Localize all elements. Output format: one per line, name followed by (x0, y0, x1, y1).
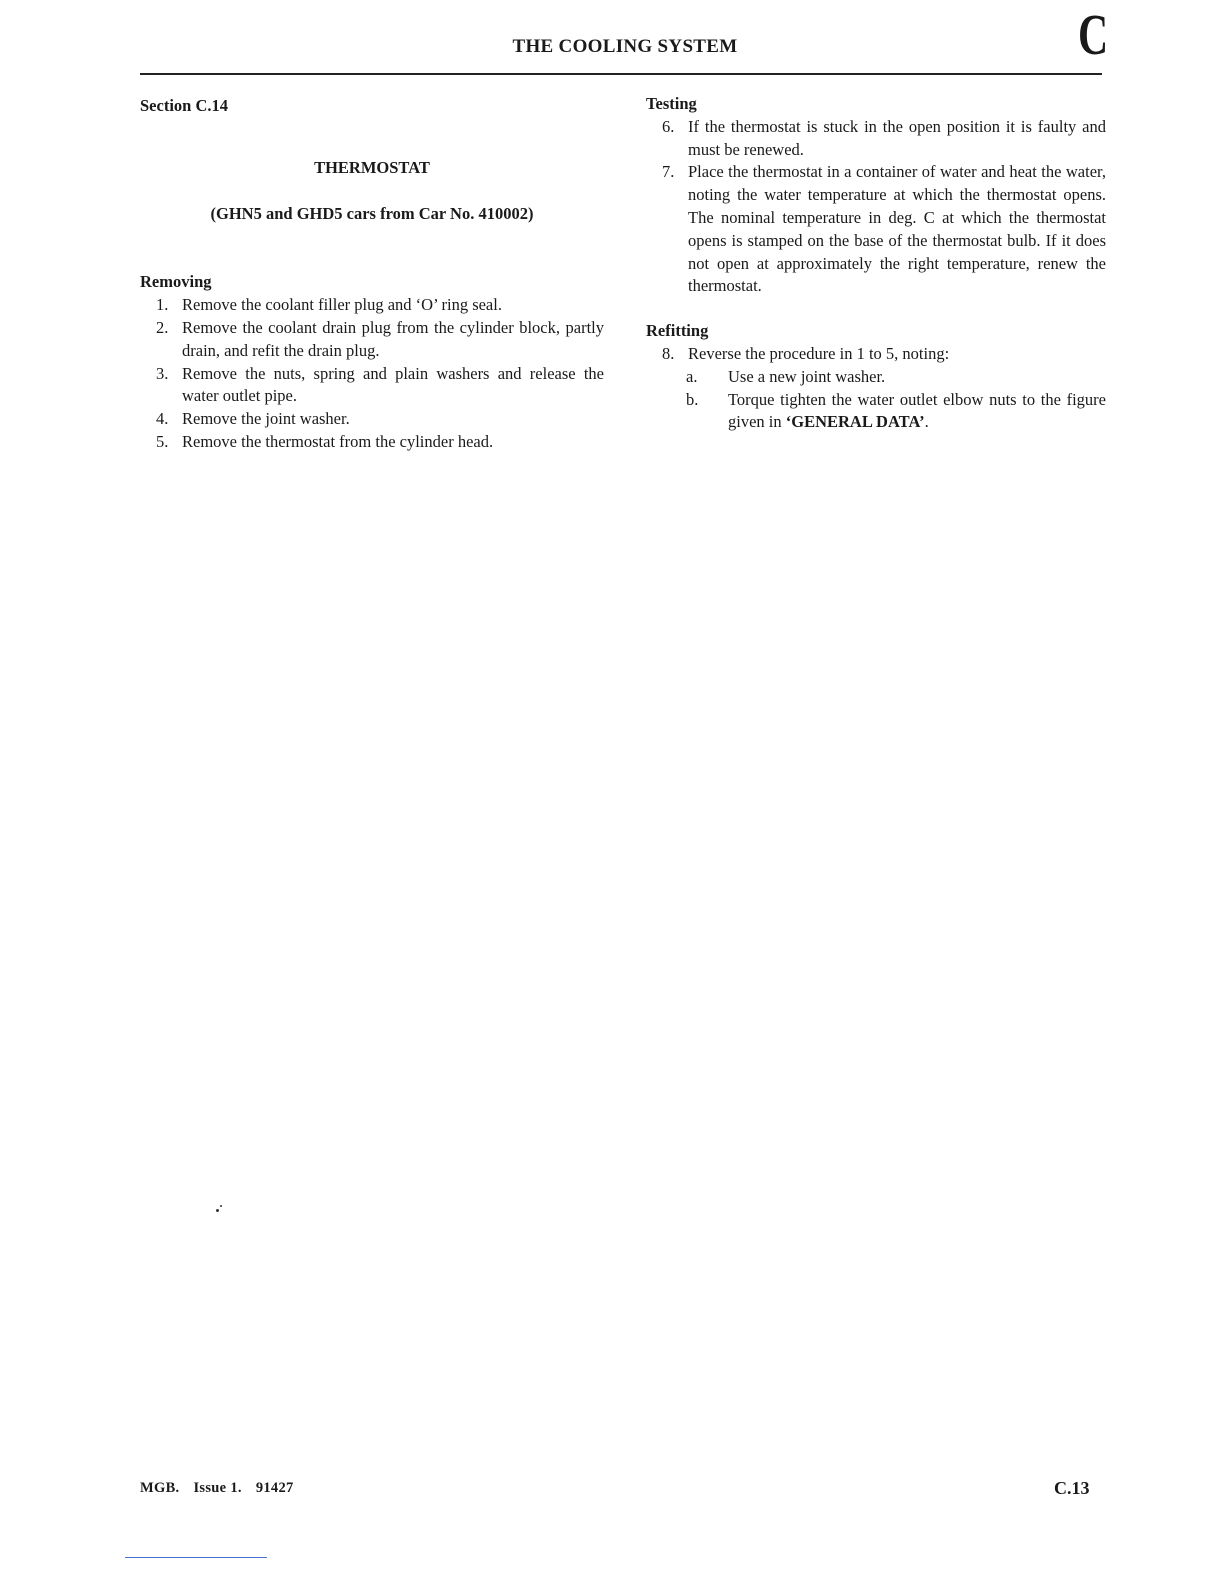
step-text: Reverse the procedure in 1 to 5, noting: (688, 343, 950, 363)
testing-title: Testing (646, 94, 697, 113)
list-item (646, 161, 1106, 298)
step-number: 6. (662, 116, 675, 136)
footer-line (125, 1557, 267, 1558)
footer-model: MGB. (140, 1480, 180, 1496)
testing-steps (646, 116, 1106, 298)
step-text: Remove the coolant filler plug and ‘O’ ring seal. (182, 295, 502, 315)
step-number: 8. (662, 343, 675, 363)
scan-speck (216, 1209, 219, 1212)
page-footer-left (140, 1480, 294, 1497)
footer-issue: Issue 1. (193, 1480, 242, 1496)
step-text: Remove the coolant drain plug from the cylinder block, partly drain, and refit the drain plug. (182, 317, 604, 360)
step-number: 2. (156, 317, 169, 337)
list-item (140, 317, 604, 363)
list-item (646, 343, 1106, 366)
left-column (140, 95, 604, 454)
step-text: Remove the nuts, spring and plain washers and release the water outlet pipe. (182, 363, 604, 406)
list-item (646, 116, 1106, 162)
list-item (140, 294, 604, 317)
list-item (140, 363, 604, 409)
list-item (140, 408, 604, 431)
right-column (646, 93, 1106, 434)
step-text: Remove the joint washer. (182, 409, 350, 429)
substep-letter: a. (686, 366, 698, 386)
page-number: C.13 (1054, 1478, 1090, 1498)
step-number: 7. (662, 162, 675, 182)
step-text: Place the thermostat in a container of water and heat the water, noting the water temperature at which the thermostat opens. The nominal temperature in deg. C at which the thermostat opens is stamped on the base of the thermostat bulb. If it does not open at approximately the right temperature, renew the thermostat. (688, 162, 1106, 296)
refitting-title: Refitting (646, 321, 709, 341)
step-text: If the thermostat is stuck in the open position it is faulty and must be renewed. (688, 116, 1106, 159)
scan-speck (220, 1205, 222, 1207)
substep-text-before: Torque tighten the water outlet elbow nuts to the figure given in (728, 389, 1106, 432)
step-number: 5. (156, 431, 169, 451)
substep-text: Use a new joint washer. (728, 366, 886, 386)
step-text: Remove the thermostat from the cylinder head. (182, 431, 494, 451)
substep-item (646, 366, 1106, 389)
substep-letter: b. (686, 389, 699, 409)
section-ref: Section C.14 (140, 96, 228, 115)
step-number: 3. (156, 363, 169, 383)
footer-part-number: 91427 (255, 1480, 294, 1496)
substep-text (728, 389, 1106, 435)
substep-text-after: . (924, 412, 929, 432)
removing-steps (140, 294, 604, 454)
step-number: 1. (156, 295, 169, 315)
list-item (140, 431, 604, 454)
substep-item (646, 389, 1106, 435)
refitting-steps (646, 343, 1106, 366)
removing-title: Removing (140, 272, 212, 292)
header-rule (140, 73, 1102, 75)
section-subheading: (GHN5 and GHD5 cars from Car No. 410002) (210, 203, 534, 223)
section-letter: C (1078, 2, 1109, 67)
page-title: THE COOLING SYSTEM (512, 36, 738, 57)
section-heading: THERMOSTAT (314, 157, 430, 177)
general-data-reference: ‘GENERAL DATA’ (785, 412, 925, 432)
step-number: 4. (156, 409, 169, 429)
